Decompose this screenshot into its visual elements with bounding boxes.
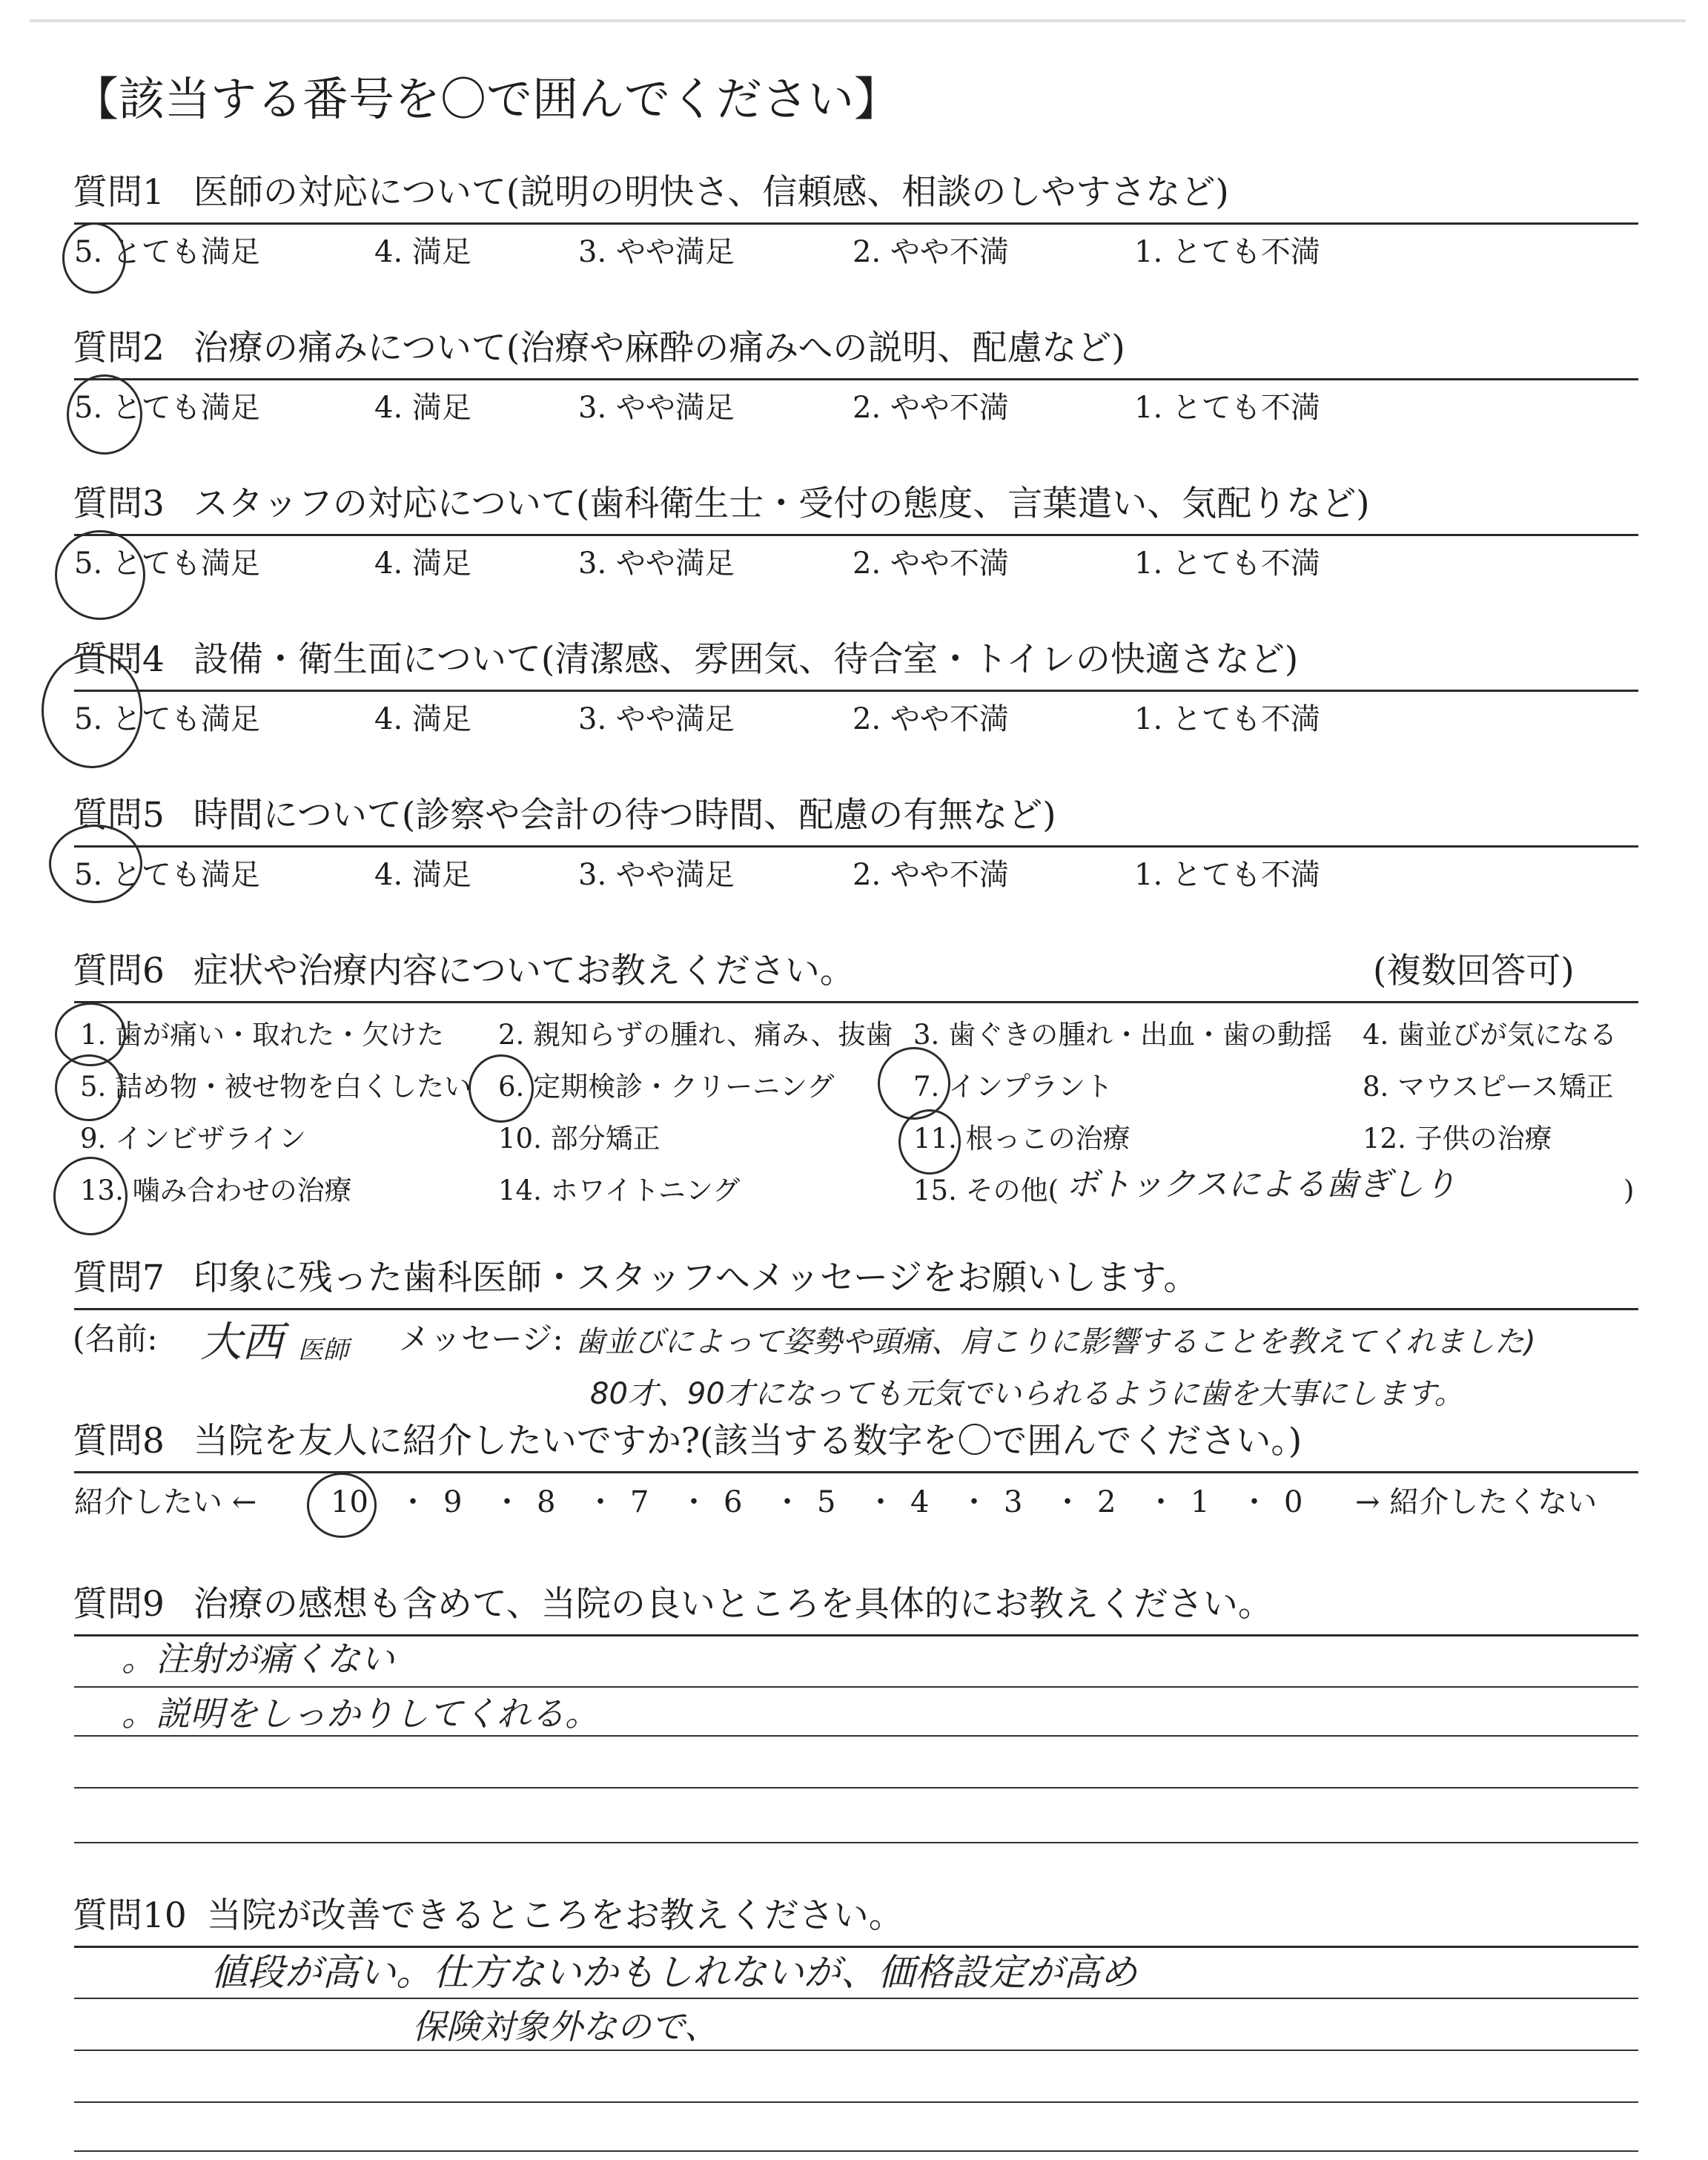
question-1-label: 質問1 — [73, 172, 165, 213]
q6-option-1[interactable]: 1. 歯が痛い・取れた・欠けた — [80, 1019, 445, 1051]
q6-option-14[interactable]: 14. ホワイトニング — [498, 1175, 741, 1206]
q5-selection-circle — [49, 825, 142, 903]
question-4-label: 質問4 — [73, 639, 165, 680]
q6-option-13[interactable]: 13. 噛み合わせの治療 — [80, 1175, 352, 1206]
divider — [74, 222, 1638, 225]
q1-option-1[interactable]: 1. とても不満 — [1134, 235, 1320, 269]
question-2-label: 質問2 — [73, 328, 165, 369]
q4-option-4[interactable]: 4. 満足 — [374, 702, 471, 736]
q5-option-1[interactable]: 1. とても不満 — [1134, 858, 1320, 892]
q8-scale-separator: ・ — [586, 1485, 615, 1519]
answer-line — [74, 2101, 1638, 2103]
q8-scale-7[interactable]: 7 — [630, 1485, 649, 1519]
question-1 — [73, 169, 1229, 217]
question-4-text: 設備・衛生面について(清潔感、雰囲気、待合室・トイレの快適さなど) — [193, 639, 1299, 680]
q3-option-2[interactable]: 2. やや不満 — [853, 546, 1009, 581]
q8-scale-separator: ・ — [959, 1485, 989, 1519]
q6-circle-11 — [898, 1109, 961, 1175]
answer-line — [74, 1787, 1638, 1789]
form-instruction: 【該当する番号を〇で囲んでください】 — [73, 72, 901, 126]
q7-name-value: 大西 — [200, 1318, 283, 1367]
q9-answer-1: 。注射が痛くない — [122, 1639, 394, 1679]
q7-message-label: メッセージ: — [399, 1321, 563, 1357]
q8-selection-circle — [307, 1473, 377, 1538]
question-3 — [73, 480, 1370, 528]
q8-scale-1[interactable]: 1 — [1191, 1485, 1210, 1519]
q4-option-5[interactable]: 5. とても満足 — [74, 702, 260, 736]
q5-option-5[interactable]: 5. とても満足 — [74, 858, 260, 892]
q3-option-5[interactable]: 5. とても満足 — [74, 546, 260, 581]
q4-option-1[interactable]: 1. とても不満 — [1134, 702, 1320, 736]
question-7 — [73, 1255, 1198, 1302]
question-9 — [73, 1581, 1273, 1628]
answer-line — [74, 2050, 1638, 2051]
q4-option-3[interactable]: 3. やや満足 — [578, 702, 735, 736]
q6-circle-13 — [53, 1157, 128, 1235]
question-2 — [73, 325, 1125, 372]
q1-option-5[interactable]: 5. とても満足 — [74, 235, 260, 269]
q2-selection-circle — [67, 374, 142, 455]
question-2-text: 治療の痛みについて(治療や麻酔の痛みへの説明、配慮など) — [193, 328, 1125, 369]
q1-selection-circle — [62, 222, 126, 294]
question-4 — [73, 636, 1298, 684]
q6-option-8[interactable]: 8. マウスピース矯正 — [1363, 1071, 1614, 1103]
q4-option-2[interactable]: 2. やや不満 — [853, 702, 1009, 736]
question-7-text: 印象に残った歯科医師・スタッフへメッセージをお願いします。 — [193, 1258, 1199, 1298]
question-5-label: 質問5 — [73, 795, 165, 836]
q6-option-6[interactable]: 6. 定期検診・クリーニング — [498, 1071, 835, 1103]
q6-circle-7 — [878, 1047, 950, 1120]
q6-option-11[interactable]: 11. 根っこの治療 — [913, 1123, 1131, 1155]
q8-scale-0[interactable]: 0 — [1284, 1485, 1303, 1519]
q6-circle-6 — [469, 1054, 534, 1123]
answer-line — [74, 1842, 1638, 1843]
q7-name-label: (名前: — [73, 1321, 158, 1357]
q6-circle-5 — [55, 1054, 123, 1121]
q6-option-9[interactable]: 9. インビザライン — [80, 1123, 306, 1155]
q3-option-1[interactable]: 1. とても不満 — [1134, 546, 1320, 581]
q8-scale-separator: ・ — [866, 1485, 896, 1519]
q6-option-10[interactable]: 10. 部分矯正 — [498, 1123, 661, 1155]
q8-right-label: → 紹介したくない — [1355, 1485, 1598, 1519]
question-7-label: 質問7 — [73, 1258, 165, 1298]
question-8 — [73, 1418, 1302, 1465]
divider — [74, 1001, 1638, 1003]
q8-scale-2[interactable]: 2 — [1097, 1485, 1116, 1519]
question-10 — [73, 1892, 904, 1940]
question-8-label: 質問8 — [73, 1421, 165, 1462]
q1-option-2[interactable]: 2. やや不満 — [853, 235, 1009, 269]
divider — [74, 845, 1638, 848]
q8-scale-separator: ・ — [679, 1485, 709, 1519]
q3-selection-circle — [55, 530, 145, 620]
q2-option-4[interactable]: 4. 満足 — [374, 391, 471, 425]
q5-option-2[interactable]: 2. やや不満 — [853, 858, 1009, 892]
q9-answer-2: 。説明をしっかりしてくれる。 — [122, 1694, 599, 1734]
divider — [74, 690, 1638, 692]
answer-line — [74, 1998, 1638, 1999]
question-8-text: 当院を友人に紹介したいですか?(該当する数字を〇で囲んでください。) — [193, 1421, 1302, 1462]
divider — [74, 1308, 1638, 1310]
q8-scale-9[interactable]: 9 — [443, 1485, 463, 1519]
q7-message-line-1: 歯並びによって姿勢や頭痛、肩こりに影響することを教えてくれました) — [575, 1325, 1536, 1359]
answer-line — [74, 2150, 1638, 2152]
q8-scale-6[interactable]: 6 — [724, 1485, 743, 1519]
q8-scale-8[interactable]: 8 — [537, 1485, 556, 1519]
question-6-note: (複数回答可) — [1373, 951, 1575, 991]
q8-scale-separator: ・ — [398, 1485, 428, 1519]
q8-left-label: 紹介したい ← — [74, 1485, 257, 1519]
q5-option-4[interactable]: 4. 満足 — [374, 858, 471, 892]
question-1-text: 医師の対応について(説明の明快さ、信頼感、相談のしやすさなど) — [193, 172, 1229, 213]
divider — [74, 1946, 1638, 1948]
q8-scale-5[interactable]: 5 — [817, 1485, 836, 1519]
question-6-text: 症状や治療内容についてお教えください。 — [193, 951, 855, 991]
q3-option-3[interactable]: 3. やや満足 — [578, 546, 735, 581]
q10-answer-2: 保険対象外なので、 — [412, 2007, 719, 2047]
q6-option-5[interactable]: 5. 詰め物・被せ物を白くしたい — [80, 1071, 472, 1103]
q5-option-3[interactable]: 3. やや満足 — [578, 858, 735, 892]
q2-option-5[interactable]: 5. とても満足 — [74, 391, 260, 425]
q2-option-2[interactable]: 2. やや不満 — [853, 391, 1009, 425]
q8-scale-4[interactable]: 4 — [910, 1485, 930, 1519]
q8-scale-3[interactable]: 3 — [1004, 1485, 1023, 1519]
q6-option-2[interactable]: 2. 親知らずの腫れ、痛み、抜歯 — [498, 1019, 893, 1051]
scan-top-edge — [30, 19, 1686, 22]
q8-scale-separator: ・ — [492, 1485, 522, 1519]
divider — [74, 1471, 1638, 1473]
question-9-label: 質問9 — [73, 1584, 165, 1625]
divider — [74, 378, 1638, 380]
question-9-text: 治療の感想も含めて、当院の良いところを具体的にお教えください。 — [193, 1584, 1273, 1625]
q1-option-3[interactable]: 3. やや満足 — [578, 235, 735, 269]
q6-option-12[interactable]: 12. 子供の治療 — [1363, 1123, 1552, 1155]
q3-option-4[interactable]: 4. 満足 — [374, 546, 471, 581]
q8-scale-10[interactable]: 10 — [331, 1485, 368, 1519]
q2-option-1[interactable]: 1. とても不満 — [1134, 391, 1320, 425]
q4-selection-circle — [42, 653, 142, 768]
q8-scale-separator: ・ — [1146, 1485, 1176, 1519]
question-3-label: 質問3 — [73, 483, 165, 524]
q6-option-7[interactable]: 7. インプラント — [913, 1071, 1113, 1103]
question-6-label: 質問6 — [73, 951, 165, 991]
question-5-text: 時間について(診察や会計の待つ時間、配慮の有無など) — [193, 795, 1056, 836]
question-3-text: スタッフの対応について(歯科衛生士・受付の態度、言葉遣い、気配りなど) — [193, 483, 1370, 524]
question-5 — [73, 792, 1056, 839]
q10-answer-1: 値段が高い。仕方ないかもしれないが、価格設定が高め — [211, 1951, 1137, 1994]
q7-message-line-2: 80才、90才になっても元気でいられるように歯を大事にします。 — [590, 1377, 1464, 1411]
q6-option-15-close: ) — [1623, 1175, 1635, 1206]
q2-option-3[interactable]: 3. やや満足 — [578, 391, 735, 425]
question-10-label: 質問10 — [73, 1895, 187, 1936]
question-10-text: 当院が改善できるところをお教えください。 — [206, 1895, 904, 1936]
q6-option-3[interactable]: 3. 歯ぐきの腫れ・出血・歯の動揺 — [913, 1019, 1333, 1051]
q8-scale-separator: ・ — [1239, 1485, 1269, 1519]
q8-scale-separator: ・ — [1053, 1485, 1082, 1519]
q8-scale-separator: ・ — [772, 1485, 802, 1519]
divider — [74, 534, 1638, 536]
q6-other-answer: ボトックスによる歯ぎしり — [1066, 1166, 1457, 1203]
q6-option-4[interactable]: 4. 歯並びが気になる — [1363, 1019, 1618, 1051]
q7-name-title: 医師 — [298, 1335, 348, 1365]
q1-option-4[interactable]: 4. 満足 — [374, 235, 471, 269]
question-6 — [73, 948, 855, 995]
q6-option-15[interactable]: 15. その他( — [913, 1175, 1059, 1206]
answer-line — [74, 1686, 1638, 1688]
